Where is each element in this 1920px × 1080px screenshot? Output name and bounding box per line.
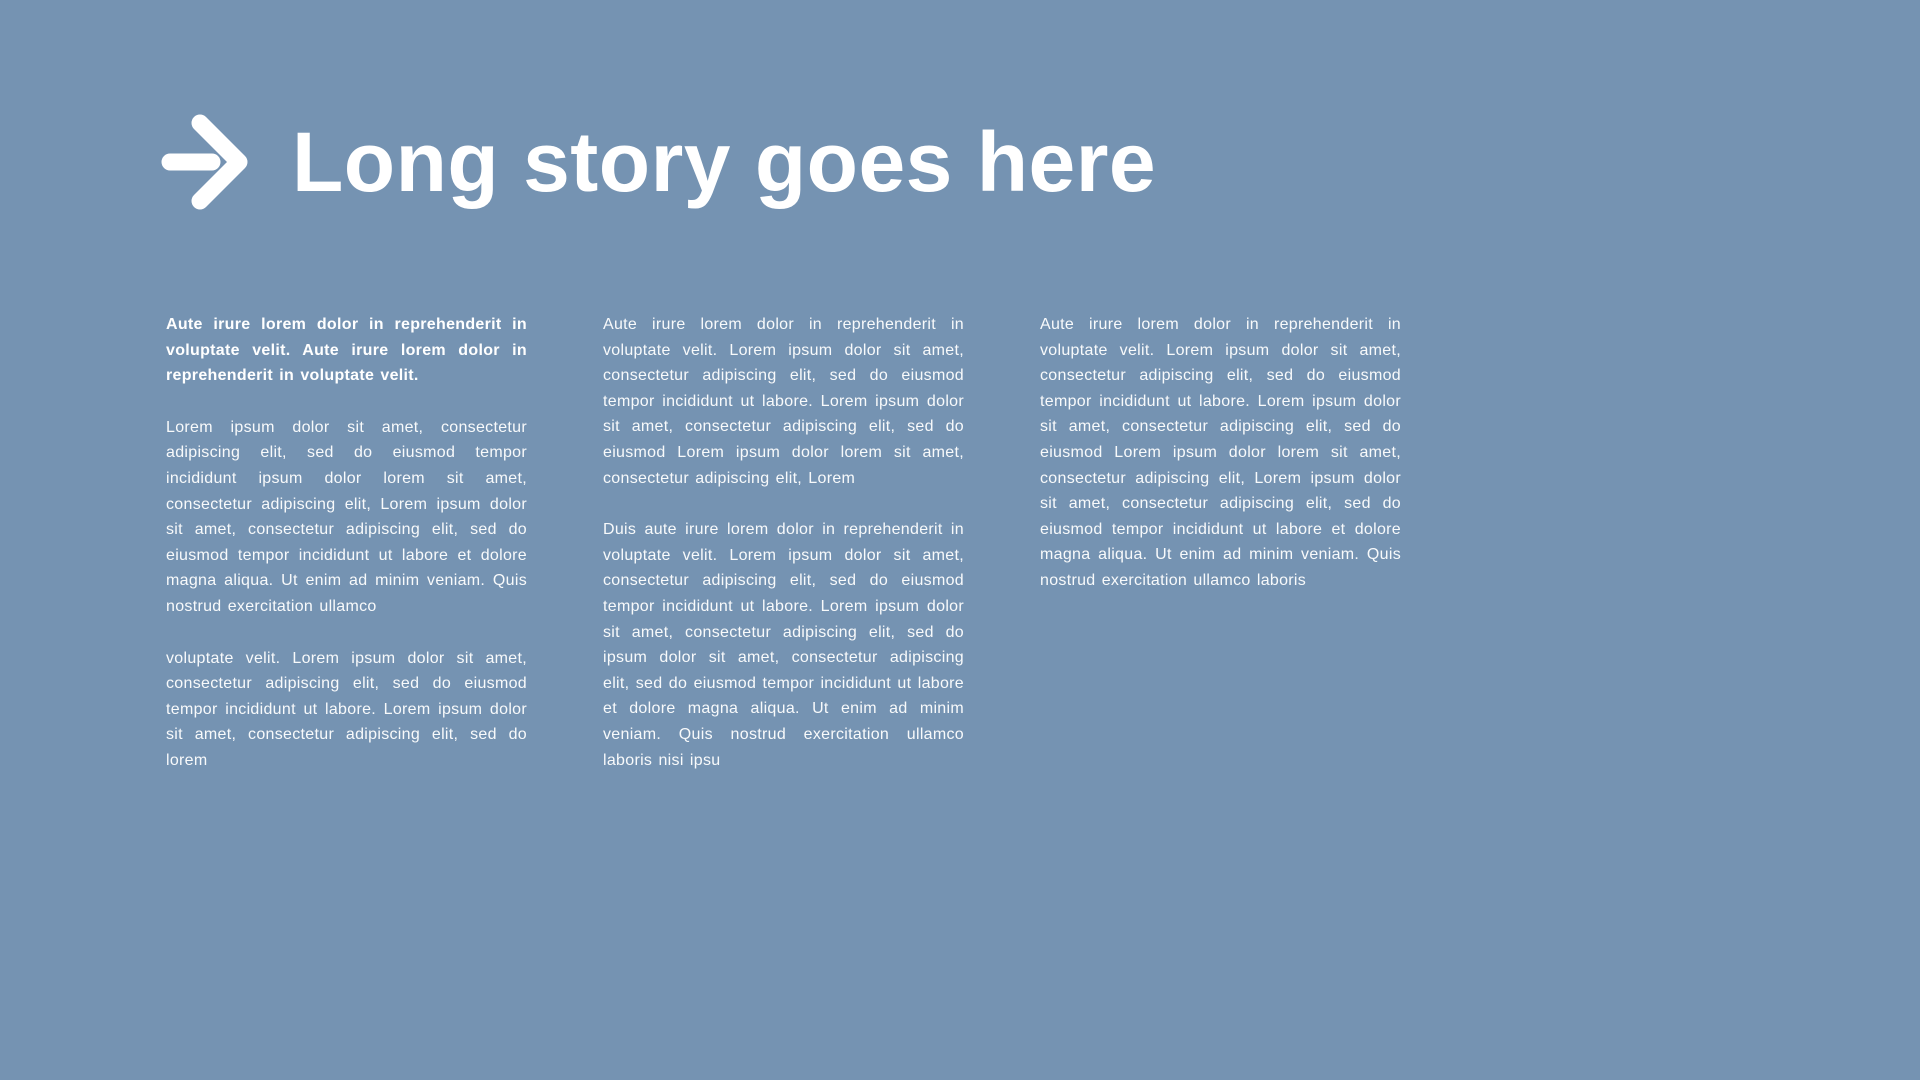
text-column-3 [1040,312,1401,800]
lead-paragraph: Aute irure lorem dolor in reprehenderit in voluptate velit. Aute irure lorem dolor in reprehenderit in voluptate velit. [166,316,527,385]
body-paragraph: Aute irure lorem dolor in reprehenderit in voluptate velit. Lorem ipsum dolor sit amet, consectetur adipiscing elit, sed do eiusmod tempor incididunt ut labore. Lorem ipsum dolor sit amet, consectetur adipiscing elit, sed do eiusmod Lorem ipsum dolor lorem sit amet, consectetur adipiscing elit, Lorem ipsum dolor sit amet, consectetur adipiscing elit, sed do eiusmod tempor incididunt ut labore et dolore magna aliqua. Ut enim ad minim veniam. Quis nostrud exercitation ullamco laboris [1040,316,1401,589]
body-paragraph: Aute irure lorem dolor in reprehenderit in voluptate velit. Lorem ipsum dolor sit amet, consectetur adipiscing elit, sed do eiusmod tempor incididunt ut labore. Lorem ipsum dolor sit amet, consectetur adipiscing elit, sed do eiusmod Lorem ipsum dolor lorem sit amet, consectetur adipiscing elit, Lorem [603,316,964,487]
body-paragraph: Duis aute irure lorem dolor in reprehenderit in voluptate velit. Lorem ipsum dolor sit amet, consectetur adipiscing elit, sed do eiusmod tempor incididunt ut labore. Lorem ipsum dolor sit amet, consectetur adipiscing elit, sed do ipsum dolor sit amet, consectetur adipiscing elit, sed do eiusmod tempor incididunt ut labore et dolore magna aliqua. Ut enim ad minim veniam. Quis nostrud exercitation ullamco laboris nisi ipsu [603,521,964,769]
text-column-2 [603,312,964,800]
body-paragraph: voluptate velit. Lorem ipsum dolor sit amet, consectetur adipiscing elit, sed do eiusmod tempor incididunt ut labore. Lorem ipsum dolor sit amet, consectetur adipiscing elit, sed do lorem [166,649,527,769]
text-column-1 [166,312,527,800]
body-paragraph: Lorem ipsum dolor sit amet, consectetur adipiscing elit, sed do eiusmod tempor incididunt ipsum dolor lorem sit amet, consectetur adipiscing elit, Lorem ipsum dolor sit amet, consectetur adipiscing elit, sed do eiusmod tempor incididunt ut labore et dolore magna aliqua. Ut enim ad minim veniam. Quis nostrud exercitation ullamco [166,418,527,615]
slide-header [160,112,1156,212]
text-columns [166,312,1401,800]
slide-title: Long story goes here [292,115,1157,209]
arrow-right-icon [160,112,248,212]
